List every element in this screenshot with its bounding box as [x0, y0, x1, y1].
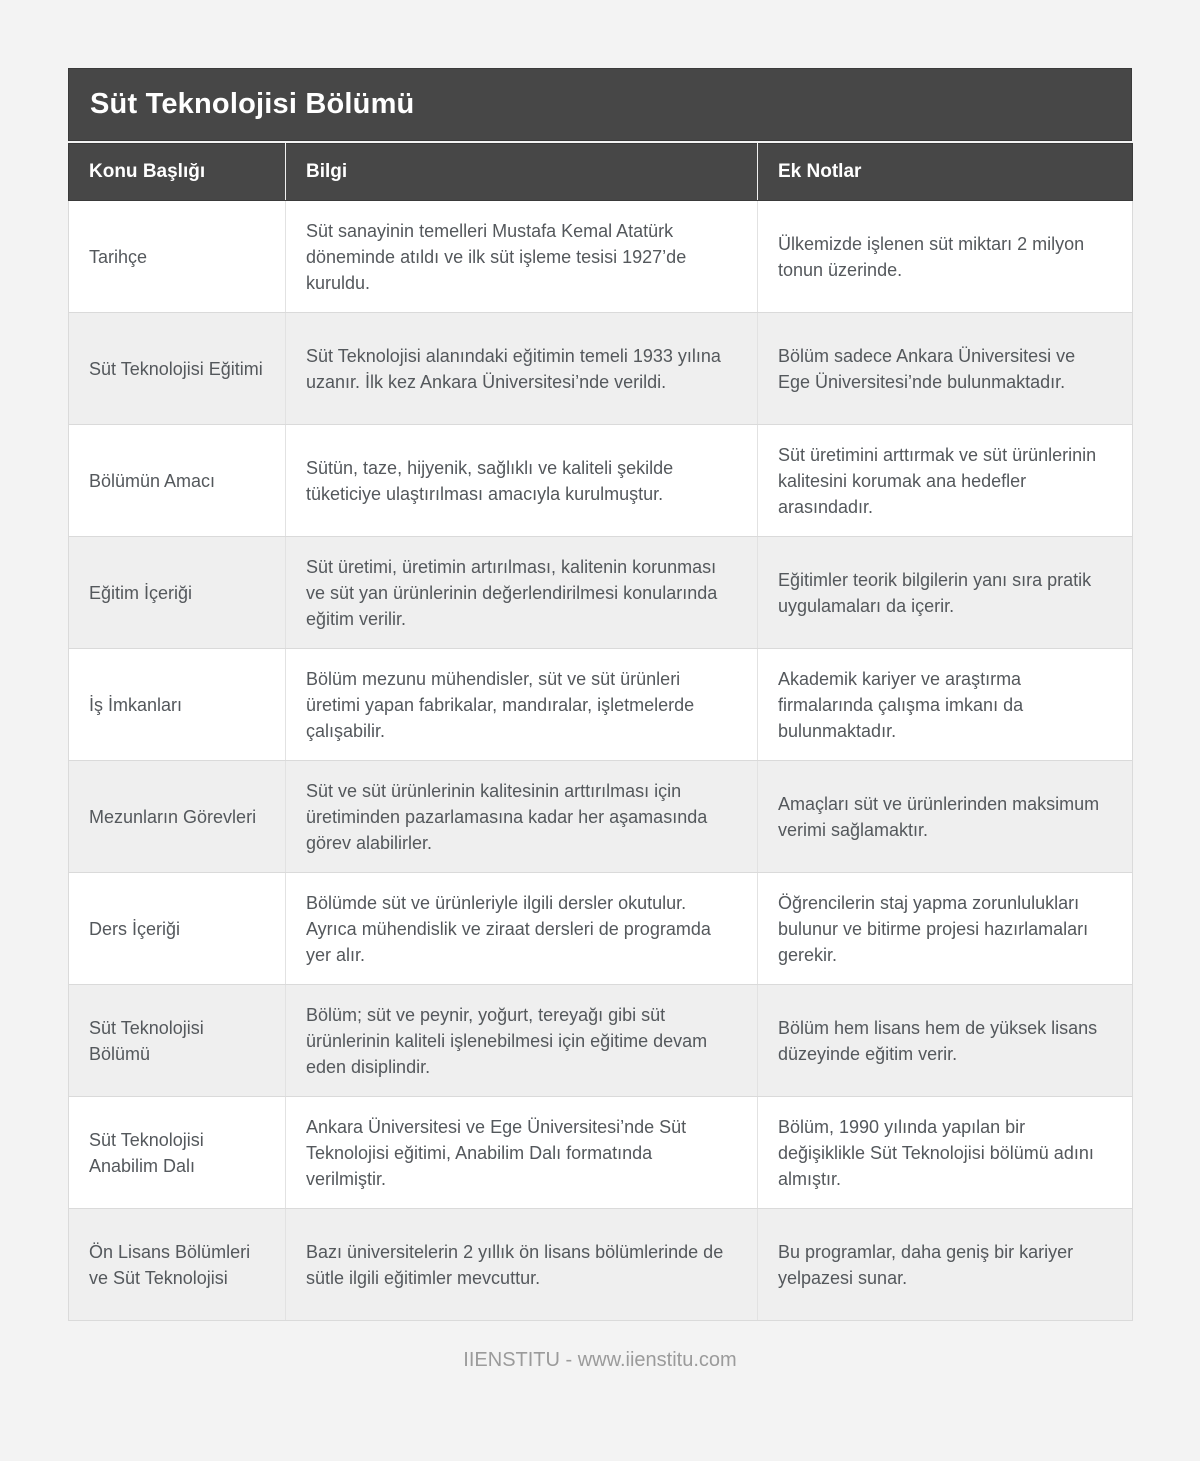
info-cell: Süt Teknolojisi alanındaki eğitimin temeli 1933 yılına uzanır. İlk kez Ankara Üniversitesi’nde verildi.	[286, 313, 758, 425]
table-row	[69, 649, 1133, 761]
page-title: Süt Teknolojisi Bölümü	[68, 68, 1132, 141]
column-header-topic: Konu Başlığı	[69, 144, 286, 201]
notes-cell: Amaçları süt ve ürünlerinden maksimum verimi sağlamaktır.	[758, 761, 1133, 873]
table-row	[69, 201, 1133, 313]
table-row	[69, 537, 1133, 649]
topic-cell: Ön Lisans Bölümleri ve Süt Teknolojisi	[69, 1209, 286, 1321]
topic-cell: Tarihçe	[69, 201, 286, 313]
notes-cell: Bu programlar, daha geniş bir kariyer yelpazesi sunar.	[758, 1209, 1133, 1321]
info-cell: Süt sanayinin temelleri Mustafa Kemal Atatürk döneminde atıldı ve ilk süt işleme tesisi 1927’de kuruldu.	[286, 201, 758, 313]
table-row	[69, 873, 1133, 985]
info-cell: Süt üretimi, üretimin artırılması, kalitenin korunması ve süt yan ürünlerinin değerlendirilmesi konularında eğitim verilir.	[286, 537, 758, 649]
topic-cell: Ders İçeriği	[69, 873, 286, 985]
notes-cell: Bölüm sadece Ankara Üniversitesi ve Ege Üniversitesi’nde bulunmaktadır.	[758, 313, 1133, 425]
topic-cell: İş İmkanları	[69, 649, 286, 761]
topic-cell: Süt Teknolojisi Bölümü	[69, 985, 286, 1097]
topic-cell: Bölümün Amacı	[69, 425, 286, 537]
table-row	[69, 761, 1133, 873]
info-cell: Ankara Üniversitesi ve Ege Üniversitesi’nde Süt Teknolojisi eğitimi, Anabilim Dalı formatında verilmiştir.	[286, 1097, 758, 1209]
table-row	[69, 1209, 1133, 1321]
content-card	[68, 68, 1132, 1321]
notes-cell: Öğrencilerin staj yapma zorunlulukları bulunur ve bitirme projesi hazırlamaları gerekir.	[758, 873, 1133, 985]
table-body	[69, 201, 1133, 1321]
info-cell: Bölüm mezunu mühendisler, süt ve süt ürünleri üretimi yapan fabrikalar, mandıralar, işletmelerde çalışabilir.	[286, 649, 758, 761]
notes-cell: Bölüm hem lisans hem de yüksek lisans düzeyinde eğitim verir.	[758, 985, 1133, 1097]
notes-cell: Ülkemizde işlenen süt miktarı 2 milyon tonun üzerinde.	[758, 201, 1133, 313]
table-row	[69, 425, 1133, 537]
table-row	[69, 313, 1133, 425]
notes-cell: Süt üretimini arttırmak ve süt ürünlerinin kalitesini korumak ana hedefler arasındadır.	[758, 425, 1133, 537]
topic-cell: Eğitim İçeriği	[69, 537, 286, 649]
table-row	[69, 985, 1133, 1097]
info-cell: Bölüm; süt ve peynir, yoğurt, tereyağı gibi süt ürünlerinin kaliteli işlenebilmesi için eğitime devam eden disiplindir.	[286, 985, 758, 1097]
column-header-notes: Ek Notlar	[758, 144, 1133, 201]
notes-cell: Bölüm, 1990 yılında yapılan bir değişiklikle Süt Teknolojisi bölümü adını almıştır.	[758, 1097, 1133, 1209]
column-header-info: Bilgi	[286, 144, 758, 201]
topic-cell: Süt Teknolojisi Anabilim Dalı	[69, 1097, 286, 1209]
info-table	[68, 143, 1133, 1321]
table-row	[69, 1097, 1133, 1209]
notes-cell: Akademik kariyer ve araştırma firmalarında çalışma imkanı da bulunmaktadır.	[758, 649, 1133, 761]
header-row	[69, 144, 1133, 201]
topic-cell: Süt Teknolojisi Eğitimi	[69, 313, 286, 425]
notes-cell: Eğitimler teorik bilgilerin yanı sıra pratik uygulamaları da içerir.	[758, 537, 1133, 649]
footer-credit: IIENSTITU - www.iienstitu.com	[463, 1349, 737, 1371]
info-cell: Bölümde süt ve ürünleriyle ilgili dersler okutulur. Ayrıca mühendislik ve ziraat dersleri de programda yer alır.	[286, 873, 758, 985]
info-cell: Bazı üniversitelerin 2 yıllık ön lisans bölümlerinde de sütle ilgili eğitimler mevcuttur.	[286, 1209, 758, 1321]
info-cell: Sütün, taze, hijyenik, sağlıklı ve kaliteli şekilde tüketiciye ulaştırılması amacıyla kurulmuştur.	[286, 425, 758, 537]
info-cell: Süt ve süt ürünlerinin kalitesinin arttırılması için üretiminden pazarlamasına kadar her aşamasında görev alabilirler.	[286, 761, 758, 873]
topic-cell: Mezunların Görevleri	[69, 761, 286, 873]
